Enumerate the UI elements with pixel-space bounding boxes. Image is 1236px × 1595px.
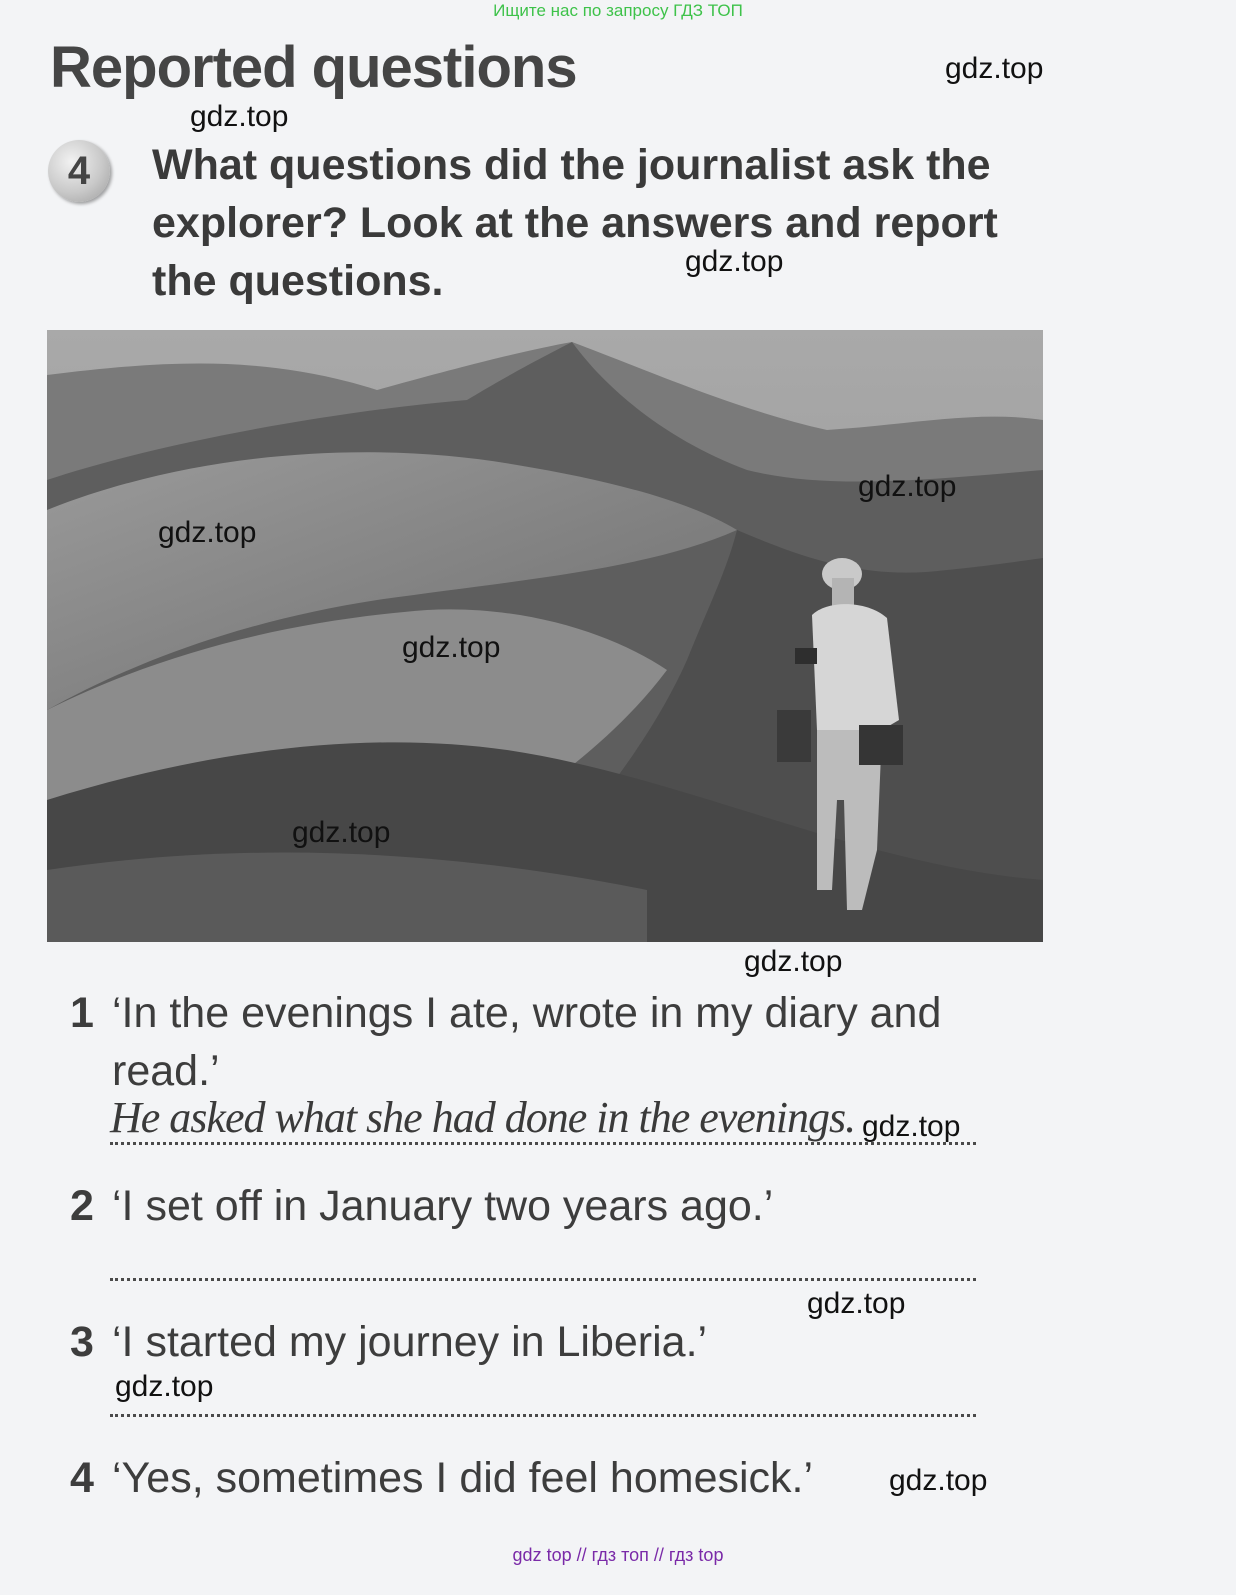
watermark: gdz.top: [889, 1464, 988, 1497]
watermark: gdz.top: [685, 245, 784, 278]
item-number: 2: [70, 1182, 94, 1230]
item-number: 4: [70, 1454, 94, 1502]
photo-illustration: [47, 330, 1043, 942]
watermark: gdz.top: [158, 516, 257, 549]
model-answer: He asked what she had done in the evenings.: [110, 1093, 856, 1142]
watermark: gdz.top: [744, 945, 843, 978]
watermark: gdz.top: [115, 1370, 214, 1403]
answer-input-line[interactable]: [110, 1278, 976, 1281]
watermark: gdz.top: [292, 816, 391, 849]
desert-explorer-photo: [47, 330, 1043, 942]
watermark: gdz.top: [402, 631, 501, 664]
section-title: Reported questions: [50, 35, 577, 100]
answer-line: [110, 1142, 976, 1145]
item-number: 1: [70, 989, 94, 1037]
top-banner[interactable]: Ищите нас по запросу ГДЗ ТОП: [493, 1, 743, 20]
watermark: gdz.top: [190, 100, 289, 133]
watermark: gdz.top: [862, 1110, 961, 1143]
item-quote: ‘In the evenings I ate, wrote in my diary and read.’: [112, 989, 942, 1095]
answer-input-line[interactable]: [110, 1414, 976, 1417]
footer-links[interactable]: gdz top // гдз топ // гдз top: [512, 1545, 724, 1565]
watermark: gdz.top: [858, 470, 957, 503]
watermark: gdz.top: [945, 52, 1044, 85]
exercise-number-badge: 4: [48, 140, 110, 202]
item-number: 3: [70, 1318, 94, 1366]
item-quote: ‘I set off in January two years ago.’: [112, 1182, 774, 1230]
exercise-instruction: What questions did the journalist ask the explorer? Look at the answers and report the questions.: [152, 141, 998, 305]
item-quote: ‘I started my journey in Liberia.’: [112, 1318, 708, 1366]
watermark: gdz.top: [807, 1287, 906, 1320]
item-quote: ‘Yes, sometimes I did feel homesick.’: [112, 1454, 814, 1502]
